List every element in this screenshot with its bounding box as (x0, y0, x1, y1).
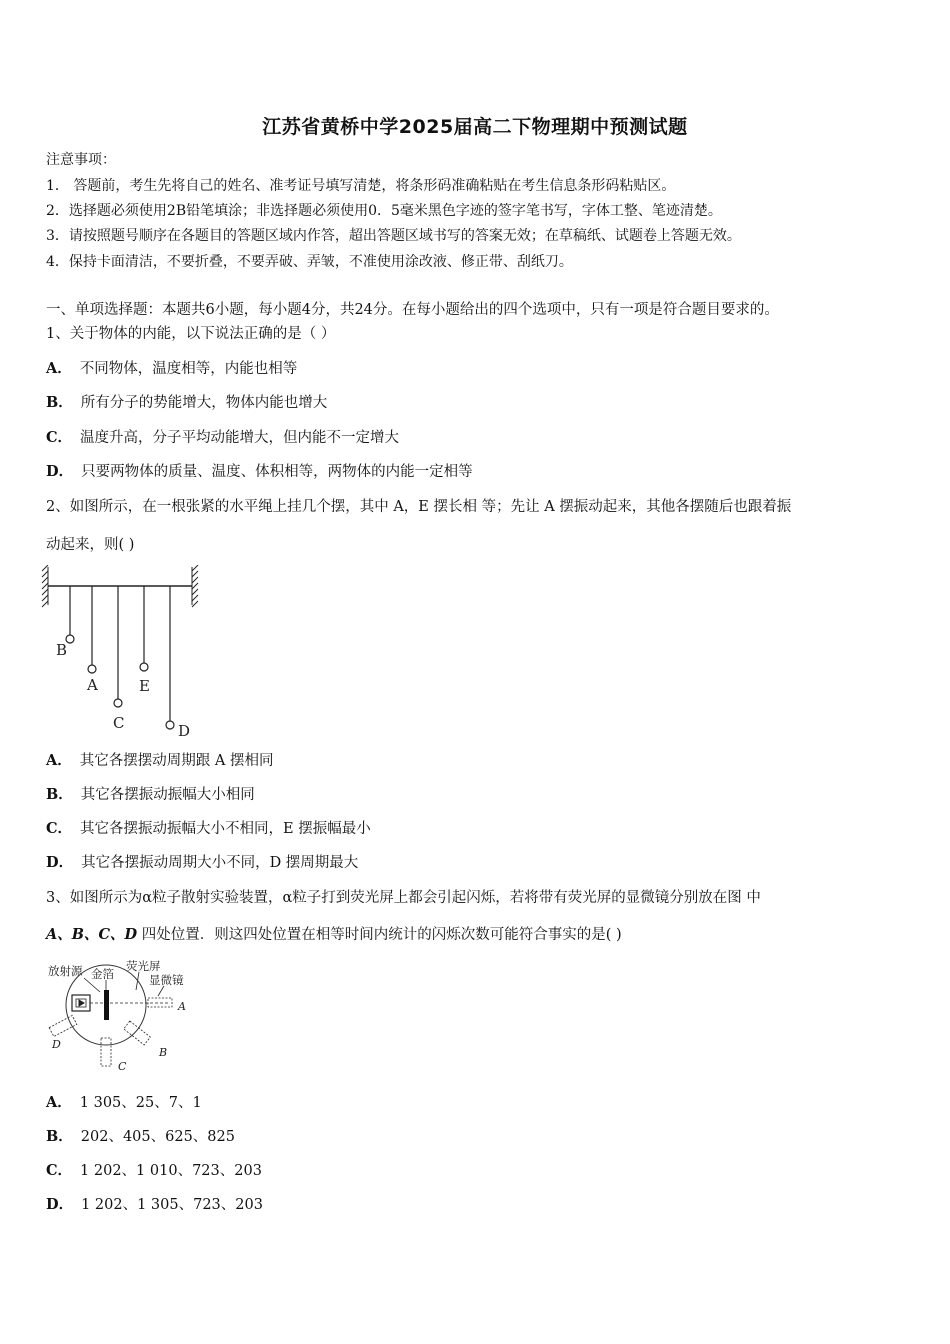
option-label: C． (46, 1162, 73, 1179)
position-label-a: A (178, 1000, 186, 1013)
pendulum-label-b: B (56, 641, 68, 659)
pendulum-label-e: E (139, 677, 150, 695)
pendulum-label-d: D (178, 722, 191, 740)
option-label: D． (46, 463, 74, 480)
option-text: 其它各摆振动振幅大小相同 (80, 787, 255, 803)
option-text: 其它各摆振动振幅大小不相同，E 摆振幅最小 (80, 821, 371, 837)
option-text: 所有分子的势能增大，物体内能也增大 (80, 395, 328, 411)
option-text: 1 202、1 305、723、203 (81, 1197, 263, 1213)
q1-option-d[interactable] (46, 462, 473, 482)
label-microscope: 显微镜 (149, 973, 184, 987)
label-screen: 荧光屏 (126, 959, 161, 973)
q2-option-b[interactable] (46, 785, 255, 805)
label-foil: 金箔 (91, 967, 114, 981)
notice-item: 4．保持卡面清洁，不要折叠，不要弄破、弄皱，不准使用涂改液、修正带、刮纸刀。 (46, 254, 573, 270)
q3-stem-rest: 四处位置．则这四处位置在相等时间内统计的闪烁次数可能符合事实的是( ) (137, 927, 622, 943)
q3-option-b[interactable] (46, 1127, 235, 1147)
pendulum-bob-d (166, 721, 174, 729)
left-wall-hatch (42, 565, 48, 607)
pendulum-label-c: C (113, 714, 125, 732)
option-text: 不同物体，温度相等，内能也相等 (79, 361, 298, 377)
pendulum-bob-b (66, 635, 74, 643)
q2-option-d[interactable] (46, 853, 358, 873)
option-text: 1 202、1 010、723、203 (80, 1163, 262, 1179)
pendulum-label-a: A (87, 676, 98, 694)
position-label-d: D (52, 1038, 61, 1051)
option-text: 其它各摆振动周期大小不同，D 摆周期最大 (81, 855, 359, 871)
option-text: 其它各摆摆动周期跟 A 摆相同 (79, 753, 274, 769)
q1-stem: 1、关于物体的内能，以下说法正确的是（ ） (46, 326, 336, 342)
radioactive-source (72, 995, 90, 1011)
pendulum-figure (40, 565, 210, 745)
notice-item: 2．选择题必须使用2B铅笔填涂；非选择题必须使用0．5毫米黑色字迹的签字笔书写，字体工整、笔迹清楚。 (46, 203, 722, 219)
microscope-b (124, 1021, 151, 1045)
microscope-a (148, 998, 172, 1007)
option-label: B． (46, 786, 73, 803)
q1-option-a[interactable] (46, 359, 297, 379)
q3-option-d[interactable] (46, 1195, 263, 1215)
option-label: A． (46, 360, 72, 377)
notice-item: 1． 答题前，考生先将自己的姓名、准考证号填写清楚，将条形码准确粘贴在考生信息条形码粘贴区。 (46, 178, 676, 194)
option-label: D． (46, 854, 74, 871)
option-label: C． (46, 820, 73, 837)
q2-option-c[interactable] (46, 819, 371, 839)
position-label-c: C (118, 1060, 127, 1073)
q3-position-letters: A、B、C、D (46, 926, 138, 943)
notice-item: 3．请按照题号顺序在各题目的答题区域内作答，超出答题区域书写的答案无效；在草稿纸、试题卷上答题无效。 (46, 228, 741, 244)
option-label: B． (46, 394, 73, 411)
alpha-scattering-figure (44, 958, 204, 1076)
notice-heading: 注意事项： (46, 152, 116, 168)
gold-foil (104, 990, 109, 1020)
pendulum-bob-e (140, 663, 148, 671)
option-label: B． (46, 1128, 73, 1145)
option-text: 只要两物体的质量、温度、体积相等，两物体的内能一定相等 (81, 464, 473, 480)
position-label-b: B (159, 1046, 168, 1059)
q3-stem-line2 (46, 925, 622, 945)
q2-stem-line1: 2、如图所示，在一根张紧的水平绳上挂几个摆，其中 A，E 摆长相 等；先让 A 摆振动起来，其他各摆随后也跟着振 (46, 499, 792, 515)
option-text: 温度升高，分子平均动能增大，但内能不一定增大 (80, 430, 400, 446)
option-label: C． (46, 429, 73, 446)
option-text: 1 305、25、7、1 (79, 1095, 202, 1111)
right-wall-hatch (192, 565, 198, 607)
microscope-c (101, 1038, 111, 1066)
section-heading: 一、单项选择题：本题共6小题，每小题4分，共24分。在每小题给出的四个选项中，只有一项是符合题目要求的。 (46, 302, 779, 318)
pendulum-bob-c (114, 699, 122, 707)
q3-stem-line1: 3、如图所示为α粒子散射实验装置，α粒子打到荧光屏上都会引起闪烁，若将带有荧光屏的显微镜分别放在图 中 (46, 890, 761, 906)
q2-stem-line2: 动起来，则( ) (46, 537, 135, 553)
q3-option-a[interactable] (46, 1093, 202, 1113)
page-title: 江苏省黄桥中学2025届高二下物理期中预测试题 (262, 116, 688, 138)
label-source: 放射源 (48, 964, 83, 978)
q3-option-c[interactable] (46, 1161, 262, 1181)
q1-option-c[interactable] (46, 428, 399, 448)
option-text: 202、405、625、825 (80, 1129, 235, 1145)
option-label: A． (46, 1094, 72, 1111)
q2-option-a[interactable] (46, 751, 273, 771)
microscope-d (49, 1015, 77, 1036)
q1-option-b[interactable] (46, 393, 327, 413)
option-label: A． (46, 752, 72, 769)
option-label: D． (46, 1196, 74, 1213)
pendulum-bob-a (88, 665, 96, 673)
